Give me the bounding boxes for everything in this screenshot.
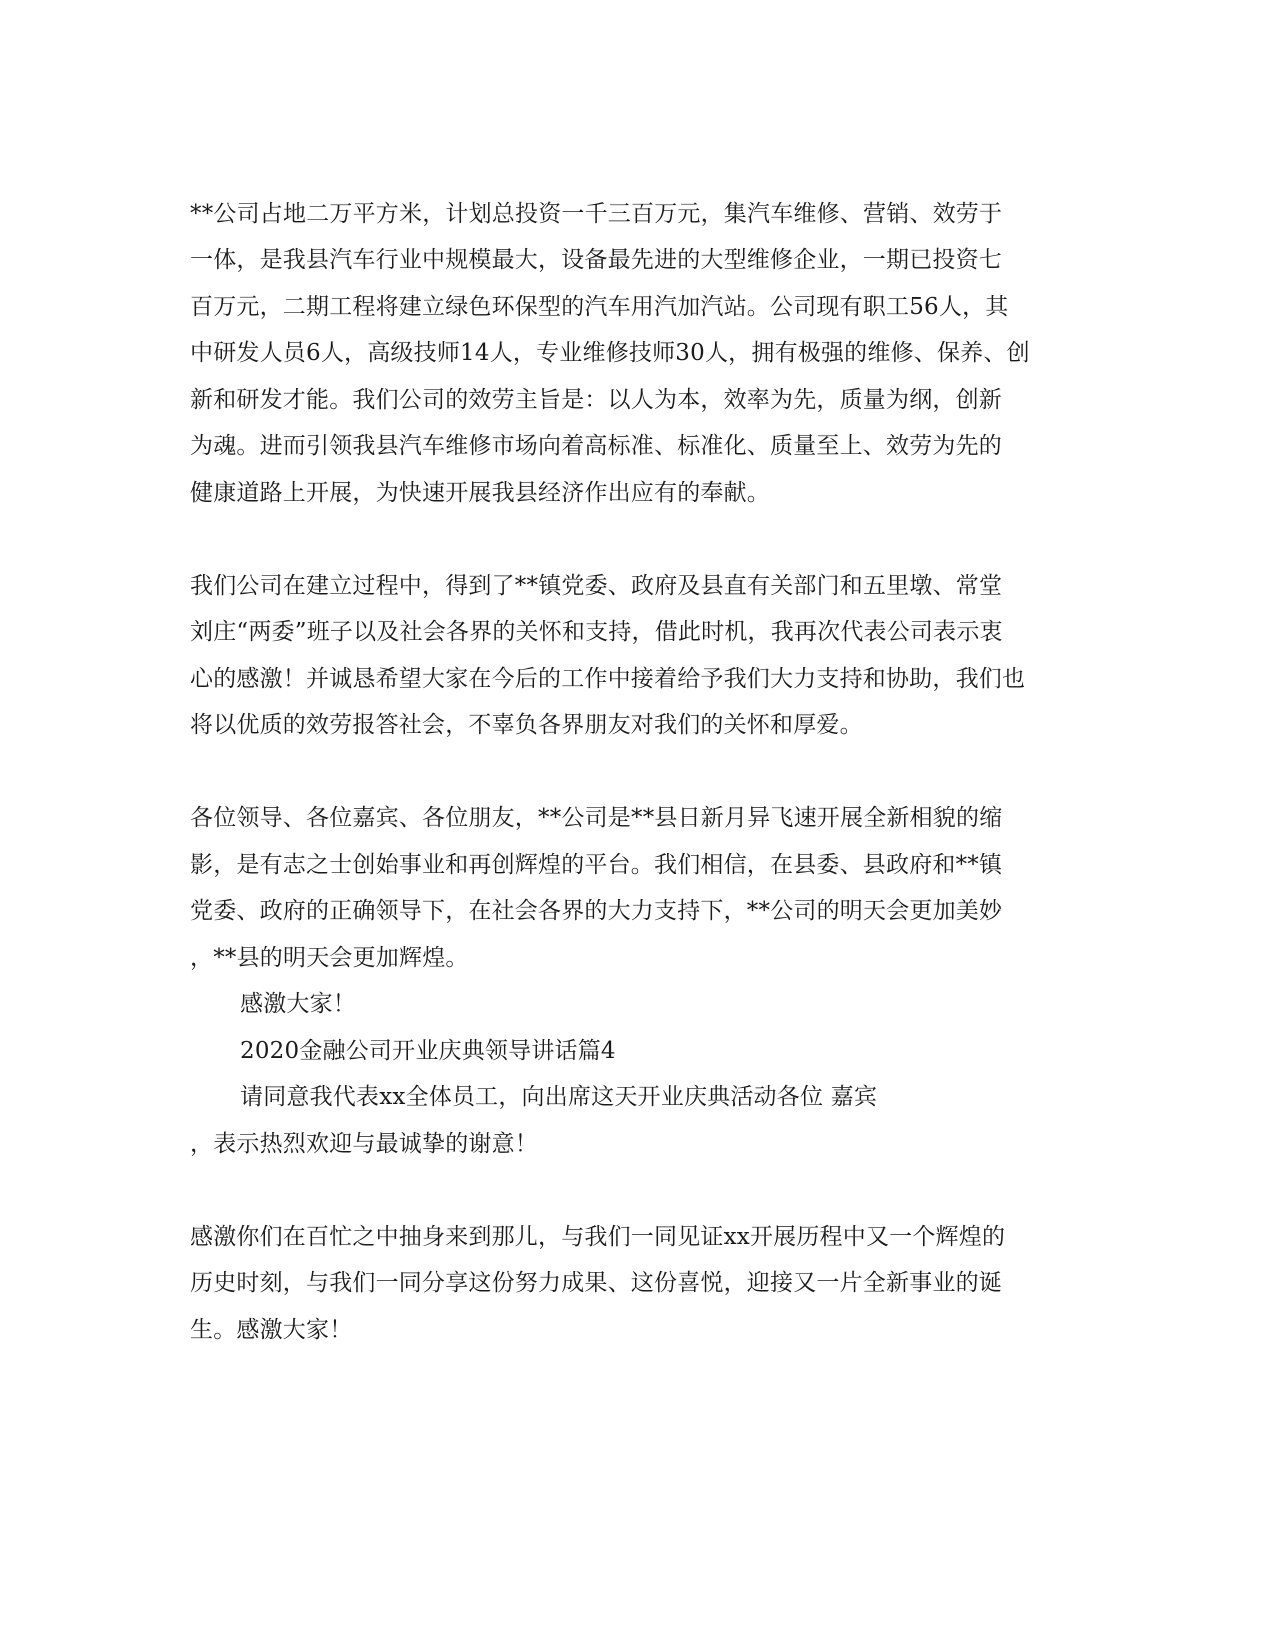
paragraph-1-line-5: 新和研发才能。我们公司的效劳主旨是：以人为本，效率为先，质量为纲，创新 [190,387,1002,413]
paragraph-2-line-1: 我们公司在建立过程中，得到了**镇党委、政府及县直有关部门和五里墩、常堂 [190,573,1003,599]
paragraph-2-line-4: 将以优质的效劳报答社会，不辜负各界朋友对我们的关怀和厚爱。 [190,712,863,738]
section-title: 2020金融公司开业庆典领导讲话篇4 [240,1038,616,1064]
paragraph-3-line-3: 党委、政府的正确领导下，在社会各界的大力支持下，**公司的明天会更加美妙 [190,898,1003,924]
paragraph-5-line-2: 历史时刻，与我们一同分享这份努力成果、这份喜悦，迎接又一片全新事业的诞 [190,1270,1002,1296]
paragraph-3-line-2: 影，是有志之士创始事业和再创辉煌的平台。我们相信，在县委、县政府和**镇 [190,852,1003,878]
paragraph-2-line-3: 心的感激！并诚恳希望大家在今后的工作中接着给予我们大力支持和协助，我们也 [190,666,1026,692]
paragraph-1-line-7: 健康道路上开展，为快速开展我县经济作出应有的奉献。 [190,480,770,506]
paragraph-4-line-1: 请同意我代表xx全体员工，向出席这天开业庆典活动各位 嘉宾 [240,1084,878,1110]
paragraph-3-line-4: ，**县的明天会更加辉煌。 [190,945,469,971]
paragraph-1-line-4: 中研发人员6人，高级技师14人，专业维修技师30人，拥有极强的维修、保养、创 [190,340,1030,366]
paragraph-4-line-2: ，表示热烈欢迎与最诚挚的谢意！ [190,1131,538,1157]
paragraph-1-line-1: **公司占地二万平方米，计划总投资一千三百万元，集汽车维修、营销、效劳于 [190,201,1003,227]
paragraph-5-line-1: 感激你们在百忙之中抽身来到那儿，与我们一同见证xx开展历程中又一个辉煌的 [190,1224,1006,1250]
paragraph-1-line-2: 一体，是我县汽车行业中规模最大，设备最先进的大型维修企业，一期已投资七 [190,247,1002,273]
paragraph-5-line-3: 生。感激大家！ [190,1317,353,1343]
paragraph-1-line-3: 百万元，二期工程将建立绿色环保型的汽车用汽加汽站。公司现有职工56人，其 [190,294,1009,320]
paragraph-1-line-6: 为魂。进而引领我县汽车维修市场向着高标准、标准化、质量至上、效劳为先的 [190,433,1002,459]
paragraph-3-line-1: 各位领导、各位嘉宾、各位朋友，**公司是**县日新月异飞速开展全新相貌的缩 [190,805,1003,831]
thanks-line: 感激大家！ [240,991,356,1017]
paragraph-2-line-2: 刘庄“两委”班子以及社会各界的关怀和支持，借此时机，我再次代表公司表示衷 [190,619,1003,645]
